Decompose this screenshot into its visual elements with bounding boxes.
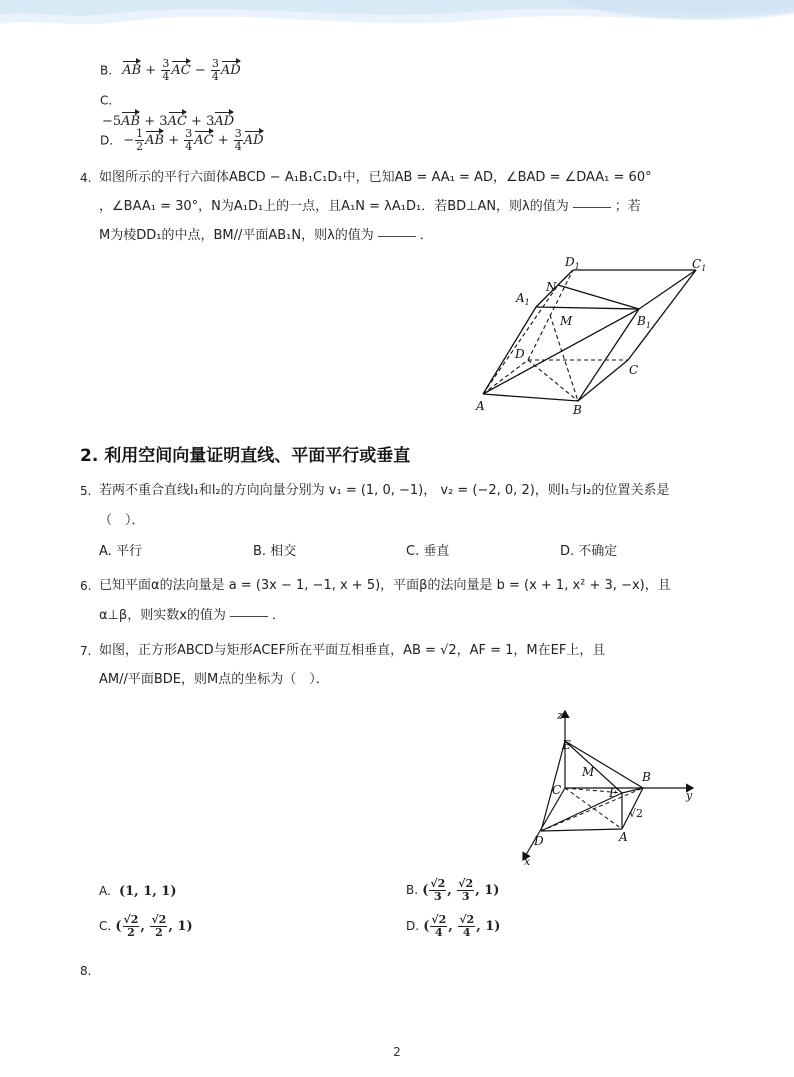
label-e: E [562,738,571,752]
edge-eb [565,741,643,788]
q6-line-1: 已知平面α的法向量是 a = (3x − 1, −1, x + 5)，平面β的法向量是 b = (x + 1, x² + 3, −x)，且 [99,578,671,593]
q7-option-b-value: ( $\frac{√2}{3}$ , $\frac{√2}{3}$ , 1) [422,877,500,903]
q7-option-c-value: ( $\frac{√2}{2}$ , $\frac{√2}{2}$ , 1) [115,913,193,939]
edge-db-hidden [528,360,578,401]
q7-coordinate-figure [505,705,705,870]
q7-option-b-label: B. [406,883,419,898]
q8-number: 8. [80,964,92,978]
q7-number: 7. [80,644,92,658]
q4-line-3-tail: ． [419,228,433,243]
q3-option-c-label: C. [100,93,113,108]
q6-number: 6. [80,579,92,593]
q6-line-2-text: α⊥β，则实数x的值为 [99,608,226,623]
q6-answer-blank[interactable] [230,616,268,617]
header-wave-decoration [0,0,794,46]
label-sqrt2: √2 [629,807,644,820]
q3-option-b-expression: AB + $\frac{3}{4}$ AC − $\frac{3}{4}$ AD [122,57,241,83]
q5-option-d[interactable] [560,540,617,559]
label-d-fig: D [534,834,544,848]
label-z: z [557,709,563,722]
q5-option-c-label: C. [406,544,420,559]
q5-option-d-label: D. [560,544,575,559]
label-f: F [609,786,618,800]
q4-line-2-text: ，∠BAA₁ = 30°，N为A₁D₁上的一点，且A₁N = λA₁D₁．若BD⊥AN，则λ的值为 [99,199,569,214]
page-number: 2 [393,1045,401,1059]
q5-option-b-label: B. [253,544,267,559]
q5-number: 5. [80,484,92,498]
q7-option-d-label: D. [406,919,420,934]
q5-option-a[interactable] [99,540,142,559]
q5-option-c[interactable] [406,540,449,559]
label-n: N [546,280,557,294]
q7-option-a-label: A. [99,884,111,898]
q4-line-1: 如图所示的平行六面体ABCD − A₁B₁C₁D₁中，已知AB = AA₁ = AD，∠BAD = ∠DAA₁ = 60° [99,170,652,185]
label-a1: $A_1$ [516,291,530,307]
q7-option-c-label: C. [99,919,112,934]
label-b: B [573,403,582,417]
q4-line-2-tail: ；若 [614,199,641,214]
edge-bc [578,360,628,401]
edge-bb1 [578,309,639,401]
q4-answer-blank-1[interactable] [573,207,611,208]
label-b-fig: B [642,770,651,784]
q5-line-2: （ ）． [99,513,145,528]
label-a-fig: A [619,830,628,844]
label-m: M [560,314,573,328]
section-title: 2. 利用空间向量证明直线、平面平行或垂直 [80,446,411,466]
q7-line-2: AM//平面BDE，则M点的坐标为（ ）． [99,672,329,687]
edge-nb1 [558,285,639,309]
q5-option-a-text: 平行 [115,544,142,559]
edge-ab [483,394,578,401]
label-a: A [476,399,485,413]
q4-answer-blank-2[interactable] [378,236,416,237]
q5-option-a-label: A. [99,544,112,559]
edge-da [541,829,622,831]
label-b1: $B_1$ [637,314,651,330]
label-m-fig: M [582,765,595,779]
q3-option-d-expression: − $\frac{1}{2}$ AB + $\frac{3}{4}$ AC + $\frac{3}{4}$ AD [123,127,264,153]
q3-option-d-label: D. [100,133,114,148]
q4-number: 4. [80,171,92,185]
q7-option-c[interactable] [99,914,193,938]
q7-option-b[interactable] [406,878,499,902]
q5-option-b-text: 相交 [270,544,297,559]
label-c-fig: C [552,783,562,797]
q6-line-2 [99,609,285,622]
q7-option-d-value: ( $\frac{√2}{4}$ , $\frac{√2}{4}$ , 1) [423,913,501,939]
q3-option-d [100,128,264,153]
label-y: y [686,789,693,802]
edge-a1b1 [536,307,639,309]
label-d1: $D_1$ [565,255,580,271]
q3-option-b [100,58,241,83]
edge-aa1 [483,307,536,394]
q6-line-2-tail: ． [271,608,285,623]
q7-option-d[interactable] [406,914,500,938]
q7-line-1: 如图，正方形ABCD与矩形ACEF所在平面互相垂直，AB = √2，AF = 1，M在EF上，且 [99,643,606,658]
q5-option-b[interactable] [253,540,296,559]
q3-option-b-label: B. [100,63,113,78]
q4-line-3-text: M为棱DD₁的中点，BM//平面AB₁N，则λ的值为 [99,228,374,243]
q4-line-3 [99,229,433,242]
q4-line-2 [99,200,641,213]
axis-x [523,788,565,860]
edge-ad-hidden [483,360,528,394]
q5-line-1: 若两不重合直线l₁和l₂的方向向量分别为 v₁ = (1, 0, −1)， v₂ = (−2, 0, 2)，则l₁与l₂的位置关系是 [99,483,670,498]
q3-option-c-expression: −5AB + 3AC + 3AD [102,109,234,128]
label-c: C [629,363,639,377]
q5-option-c-text: 垂直 [423,544,450,559]
q7-option-a[interactable] [99,884,177,899]
q4-parallelepiped-figure [470,252,720,420]
label-c1: $C_1$ [692,257,707,273]
q5-option-d-text: 不确定 [578,544,618,559]
q3-option-c [100,94,234,128]
label-d: D [515,347,525,361]
q7-option-a-value: (1, 1, 1) [118,884,177,899]
edge-b1c1 [639,270,696,309]
label-x: x [524,855,531,868]
